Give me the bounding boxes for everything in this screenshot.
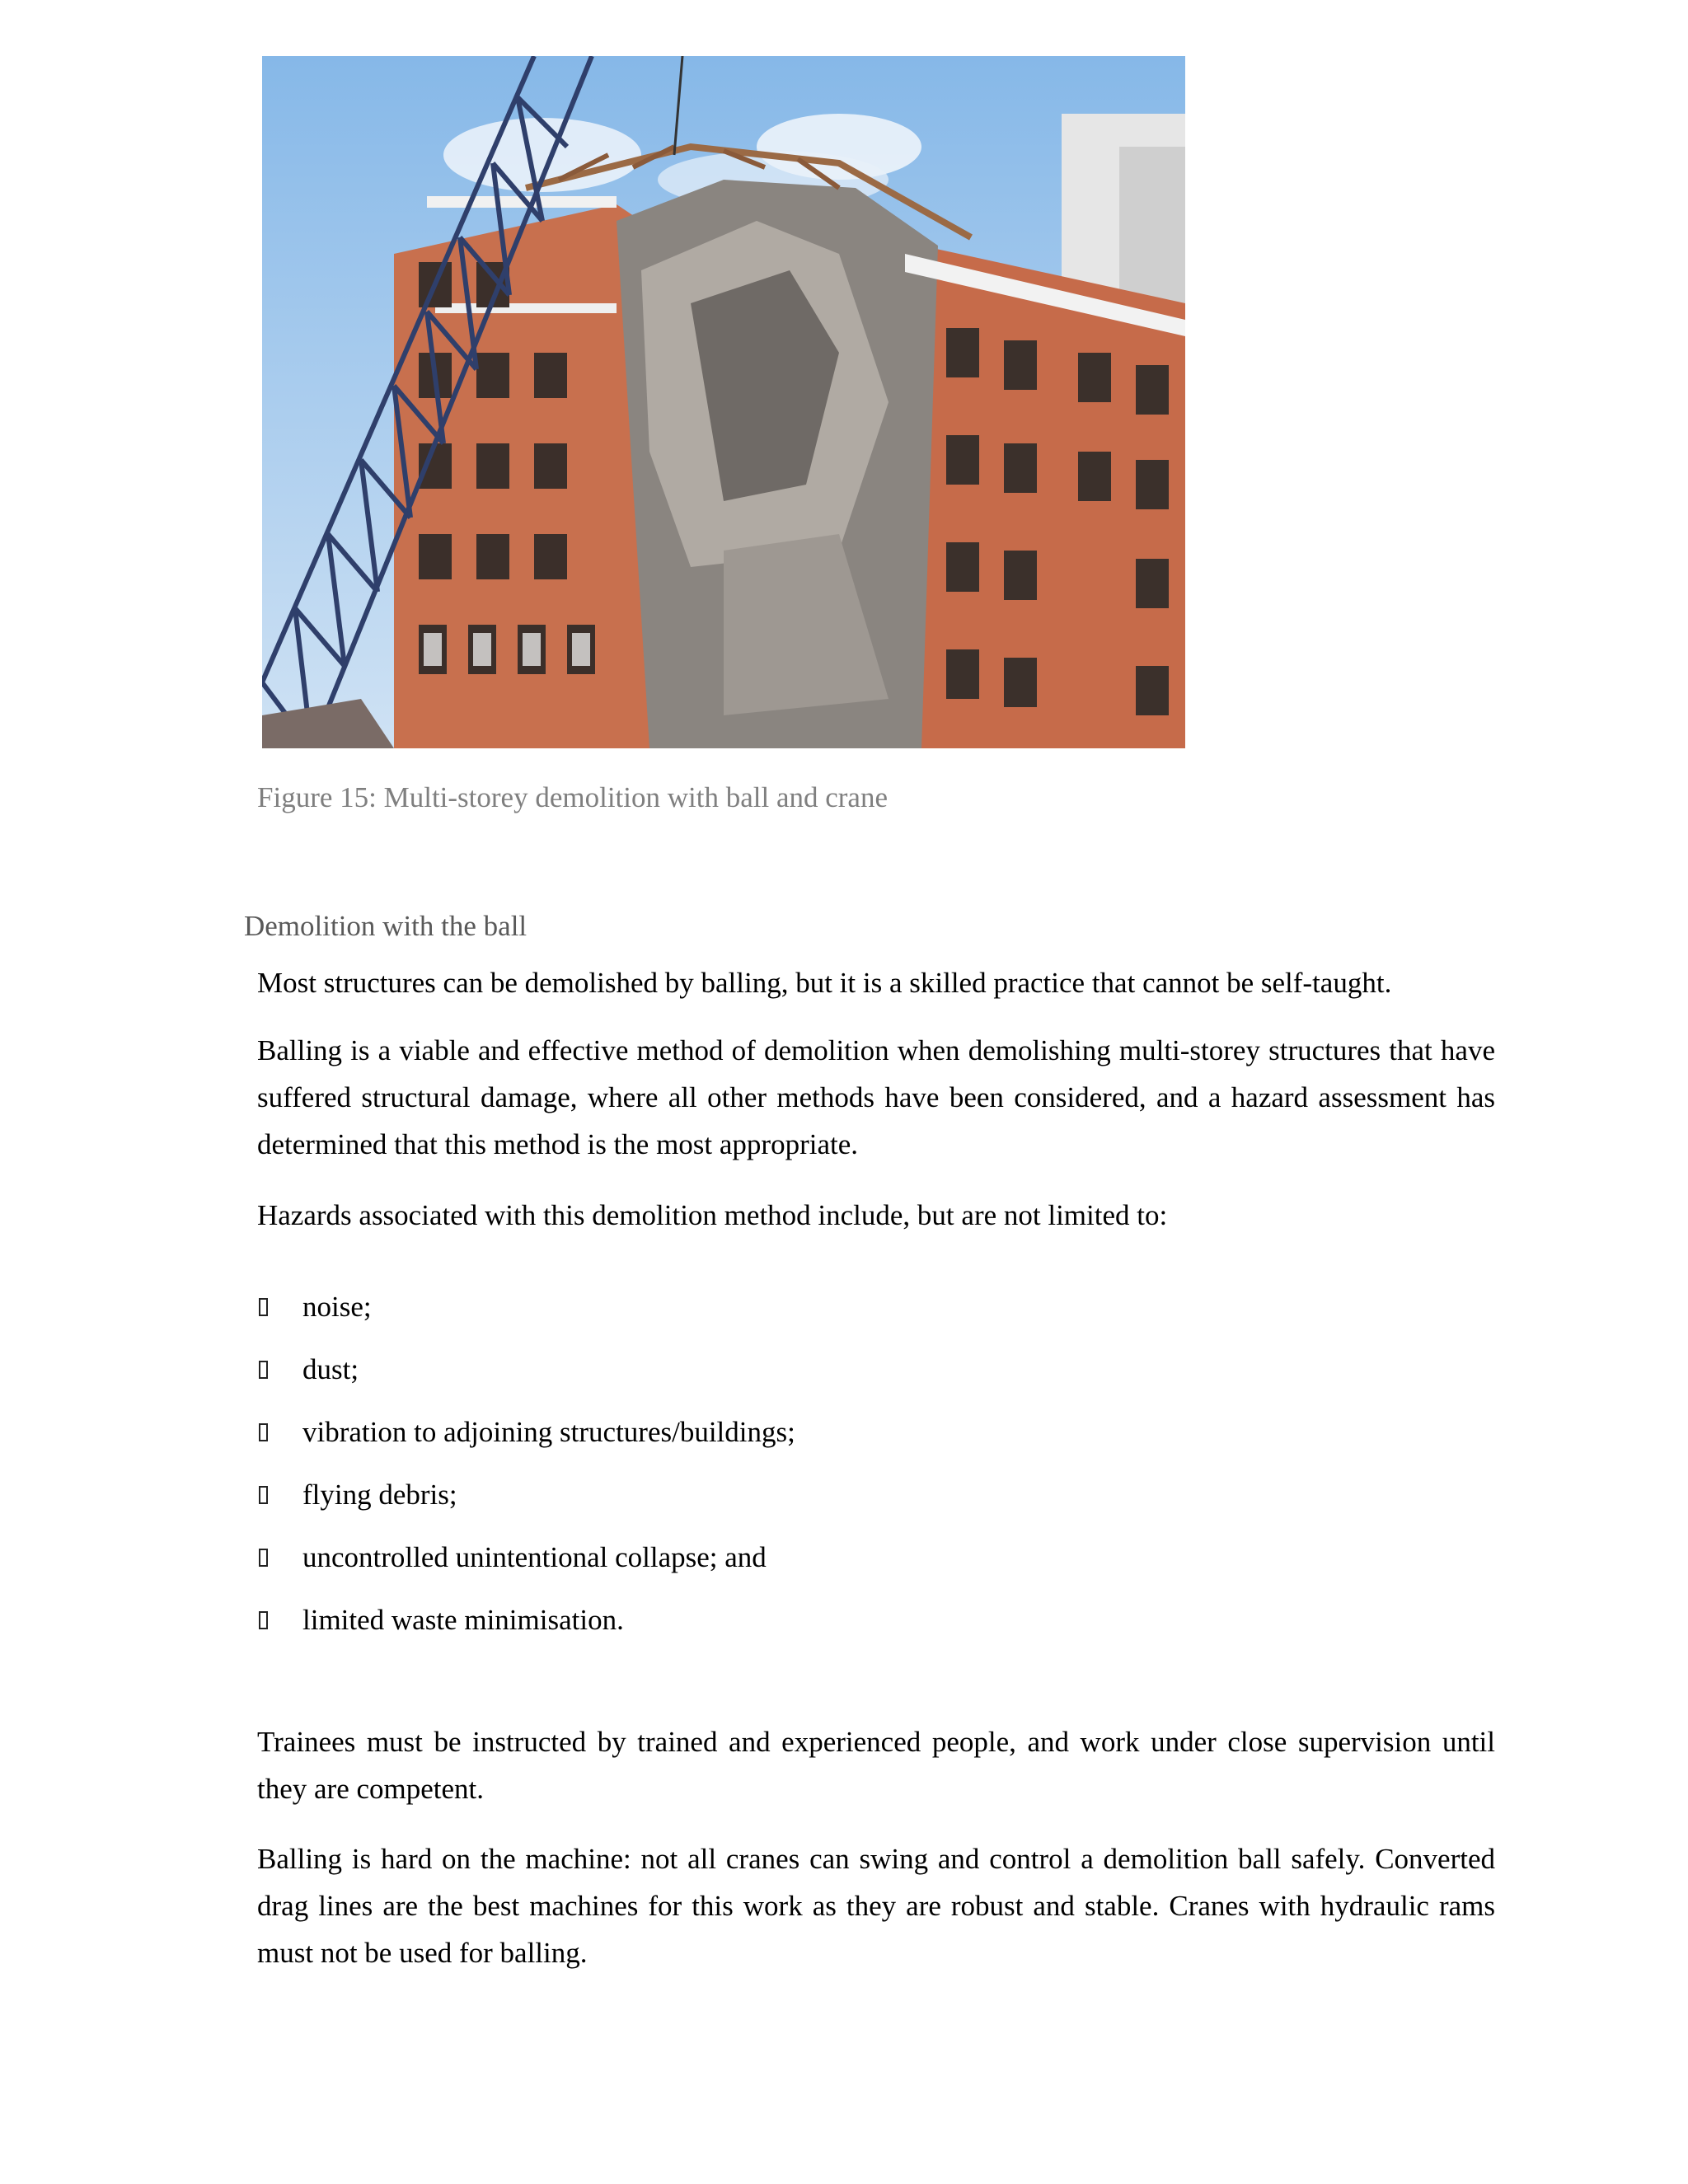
paragraph-trainees: Trainees must be instructed by trained and experienced people, and work under close supervision until they are competent. <box>257 1726 1495 1805</box>
bullet-icon <box>259 1298 268 1316</box>
hazard-list <box>257 1276 795 1652</box>
list-item-text: vibration to adjoining structures/buildings; <box>302 1416 795 1448</box>
paragraph-intro: Most structures can be demolished by balling, but it is a skilled practice that cannot be self-taught. <box>257 967 1392 999</box>
list-item-text: noise; <box>302 1291 372 1323</box>
list-item-text: flying debris; <box>302 1479 457 1511</box>
bullet-icon <box>259 1611 268 1629</box>
list-item <box>257 1464 795 1526</box>
bullet-icon <box>259 1549 268 1567</box>
list-item-text: uncontrolled unintentional collapse; and <box>302 1541 767 1573</box>
list-item <box>257 1526 795 1589</box>
list-item <box>257 1589 795 1652</box>
demolition-illustration <box>262 56 1185 748</box>
figure-caption: Figure 15: Multi-storey demolition with ball and crane <box>257 781 888 813</box>
paragraph-viability: Balling is a viable and effective method of demolition when demolishing multi-storey structures that have suffered structural damage, where all other methods have been considered, and a hazard assessment has determined that this method is the most appropriate. <box>257 1034 1495 1160</box>
list-item-text: dust; <box>302 1353 359 1385</box>
list-item <box>257 1276 795 1338</box>
list-item-text: limited waste minimisation. <box>302 1604 624 1636</box>
bullet-icon <box>259 1361 268 1379</box>
paragraph-machine: Balling is hard on the machine: not all cranes can swing and control a demolition ball safely. Converted drag lines are the best machines for this work as they are robust and stable. Cranes with hydraulic rams must not be used for balling. <box>257 1843 1495 1969</box>
bullet-icon <box>259 1486 268 1504</box>
section-heading: Demolition with the ball <box>244 910 528 942</box>
bullet-icon <box>259 1423 268 1441</box>
demolition-photo <box>262 56 1185 748</box>
list-item <box>257 1401 795 1464</box>
paragraph-hazards-intro: Hazards associated with this demolition method include, but are not limited to: <box>257 1199 1168 1231</box>
list-item <box>257 1338 795 1401</box>
